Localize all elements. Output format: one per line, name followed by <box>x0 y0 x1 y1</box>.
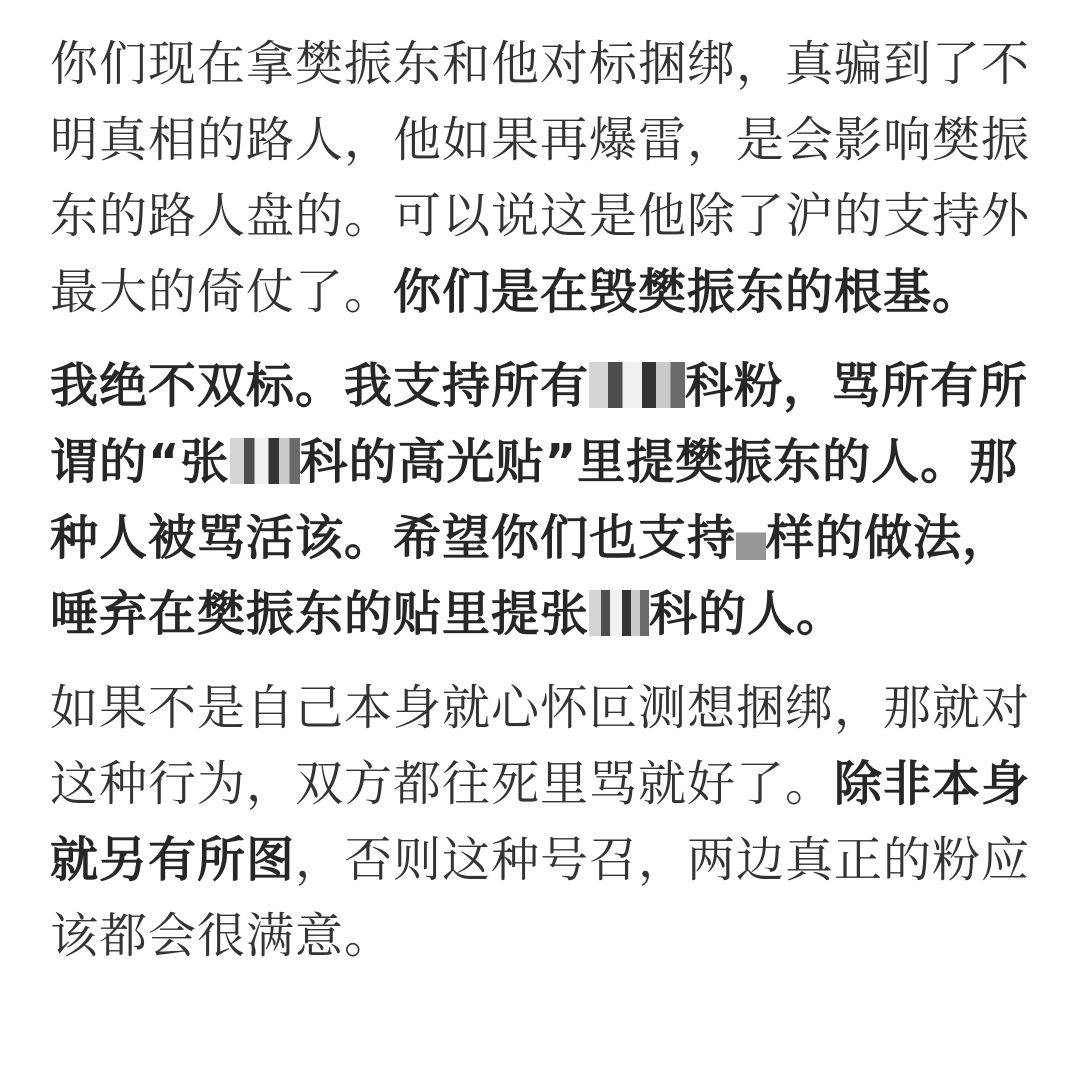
paragraph-3-bold-text: 除非本身就另有所图 <box>50 756 1031 888</box>
paragraph-1 <box>50 26 1040 330</box>
mosaic-redaction-icon <box>589 362 685 408</box>
paragraph-2-text-e: 科的人。 <box>649 586 846 642</box>
mosaic-redaction-icon <box>230 438 300 484</box>
paragraph-1-text: 你们现在拿樊振东和他对标捆绑，真骗到了不明真相的路人，他如果再爆雷，是会影响樊振东的路人盘的。可以说这是他除了沪的支持外最大的倚仗了。 <box>50 36 1031 320</box>
paragraph-2 <box>50 348 1040 652</box>
paragraph-3 <box>50 670 1040 974</box>
paragraph-1-bold-text: 你们是在毁樊振东的根基。 <box>393 264 982 320</box>
mosaic-redaction-icon <box>736 514 766 560</box>
paragraph-3-text-b: ，否则这种号召，两边真正的粉应该都会很满意。 <box>50 832 1031 964</box>
paragraph-2-text-d: 样的做法，唾弃在樊振东的贴里提张 <box>50 510 1012 642</box>
mosaic-redaction-icon <box>589 590 649 636</box>
paragraph-2-text-a: 我绝不双标。我支持所有 <box>50 358 590 414</box>
paragraph-3-text-a: 如果不是自己本身就心怀叵测想捆绑，那就对这种行为，双方都往死里骂就好了。 <box>50 680 1031 812</box>
article-body <box>50 26 1040 974</box>
paragraph-2-text-c: 科的高光贴”里提樊振东的人。那种人被骂活该。希望你们也支持 <box>50 434 1019 566</box>
paragraph-2-text-b: 科粉，骂所有所谓的“张 <box>50 358 1029 490</box>
